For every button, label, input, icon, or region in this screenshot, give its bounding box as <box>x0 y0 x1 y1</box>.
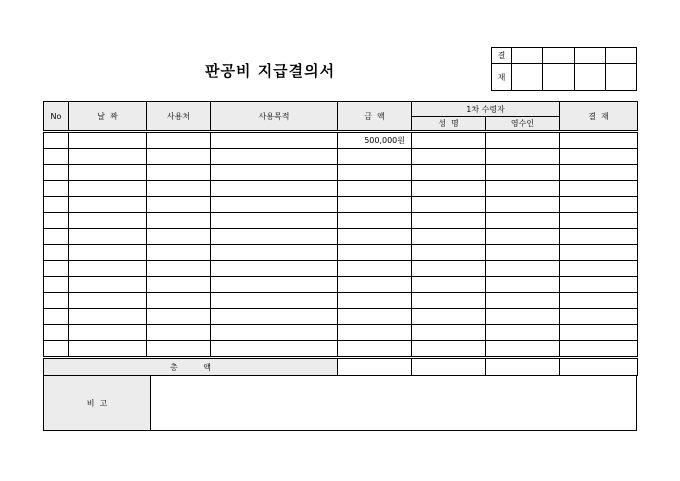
remarks-table <box>43 375 637 431</box>
cell-date[interactable] <box>69 293 147 309</box>
table-row <box>44 181 638 197</box>
cell-purpose[interactable] <box>211 325 338 341</box>
cell-no[interactable] <box>44 213 69 229</box>
header-date: 날 짜 <box>69 102 147 132</box>
cell-approval[interactable] <box>560 245 638 261</box>
cell-approval[interactable] <box>560 341 638 358</box>
header-approval: 결 재 <box>560 102 638 132</box>
cell-receipt[interactable] <box>486 245 560 261</box>
table-row <box>44 245 638 261</box>
cell-amount[interactable]: 500,000원 <box>338 132 412 149</box>
cell-amount[interactable] <box>338 261 412 277</box>
approval-sign-cell[interactable] <box>543 64 574 91</box>
cell-purpose[interactable] <box>211 229 338 245</box>
table-row <box>44 325 638 341</box>
approval-sign-cell[interactable] <box>574 64 605 91</box>
cell-place[interactable] <box>147 213 211 229</box>
cell-place[interactable] <box>147 341 211 358</box>
cell-amount[interactable] <box>338 245 412 261</box>
total-cell[interactable] <box>560 358 638 376</box>
approval-cell[interactable] <box>543 48 574 64</box>
total-cell[interactable] <box>412 358 486 376</box>
cell-date[interactable] <box>69 325 147 341</box>
cell-place[interactable] <box>147 261 211 277</box>
cell-purpose[interactable] <box>211 245 338 261</box>
cell-amount[interactable] <box>338 341 412 358</box>
cell-date[interactable] <box>69 229 147 245</box>
cell-no[interactable] <box>44 181 69 197</box>
cell-name[interactable] <box>412 181 486 197</box>
cell-approval[interactable] <box>560 325 638 341</box>
approval-box <box>491 47 637 91</box>
cell-approval[interactable] <box>560 181 638 197</box>
cell-receipt[interactable] <box>486 165 560 181</box>
cell-no[interactable] <box>44 245 69 261</box>
cell-approval[interactable] <box>560 213 638 229</box>
cell-amount[interactable] <box>338 309 412 325</box>
cell-name[interactable] <box>412 213 486 229</box>
table-row <box>44 132 638 149</box>
cell-purpose[interactable] <box>211 261 338 277</box>
cell-place[interactable] <box>147 132 211 149</box>
cell-receipt[interactable] <box>486 341 560 358</box>
cell-purpose[interactable] <box>211 341 338 358</box>
cell-approval[interactable] <box>560 277 638 293</box>
table-row <box>44 229 638 245</box>
cell-amount[interactable] <box>338 325 412 341</box>
cell-receipt[interactable] <box>486 229 560 245</box>
cell-approval[interactable] <box>560 165 638 181</box>
cell-approval[interactable] <box>560 229 638 245</box>
approval-sign-cell[interactable] <box>605 64 636 91</box>
header-place: 사용처 <box>147 102 211 132</box>
cell-place[interactable] <box>147 277 211 293</box>
cell-no[interactable] <box>44 309 69 325</box>
cell-no[interactable] <box>44 132 69 149</box>
cell-name[interactable] <box>412 149 486 165</box>
cell-date[interactable] <box>69 261 147 277</box>
cell-amount[interactable] <box>338 277 412 293</box>
cell-name[interactable] <box>412 165 486 181</box>
cell-place[interactable] <box>147 293 211 309</box>
cell-amount[interactable] <box>338 293 412 309</box>
cell-receipt[interactable] <box>486 181 560 197</box>
cell-place[interactable] <box>147 149 211 165</box>
cell-name[interactable] <box>412 309 486 325</box>
table-row <box>44 165 638 181</box>
cell-purpose[interactable] <box>211 197 338 213</box>
cell-date[interactable] <box>69 309 147 325</box>
cell-no[interactable] <box>44 293 69 309</box>
cell-amount[interactable] <box>338 229 412 245</box>
cell-approval[interactable] <box>560 149 638 165</box>
cell-purpose[interactable] <box>211 309 338 325</box>
cell-name[interactable] <box>412 245 486 261</box>
cell-receipt[interactable] <box>486 149 560 165</box>
cell-name[interactable] <box>412 277 486 293</box>
table-row <box>44 309 638 325</box>
cell-no[interactable] <box>44 341 69 358</box>
cell-purpose[interactable] <box>211 132 338 149</box>
approval-label-bottom: 재 <box>492 64 512 91</box>
total-amount-cell[interactable] <box>338 358 412 376</box>
total-label: 총 액 <box>44 358 338 376</box>
cell-purpose[interactable] <box>211 165 338 181</box>
remarks-label: 비 고 <box>44 376 151 431</box>
cell-amount[interactable] <box>338 213 412 229</box>
cell-place[interactable] <box>147 309 211 325</box>
header-recipient-group: 1차 수령자 <box>412 102 560 117</box>
cell-amount[interactable] <box>338 181 412 197</box>
table-row <box>44 341 638 358</box>
cell-no[interactable] <box>44 165 69 181</box>
cell-amount[interactable] <box>338 165 412 181</box>
cell-place[interactable] <box>147 165 211 181</box>
header-no: No <box>44 102 69 132</box>
cell-place[interactable] <box>147 197 211 213</box>
document-title: 판공비 지급결의서 <box>205 62 336 80</box>
approval-cell[interactable] <box>605 48 636 64</box>
cell-name[interactable] <box>412 341 486 358</box>
cell-date[interactable] <box>69 181 147 197</box>
total-cell[interactable] <box>486 358 560 376</box>
cell-purpose[interactable] <box>211 293 338 309</box>
cell-date[interactable] <box>69 341 147 358</box>
cell-approval[interactable] <box>560 261 638 277</box>
table-row <box>44 149 638 165</box>
cell-no[interactable] <box>44 261 69 277</box>
table-row <box>44 277 638 293</box>
cell-receipt[interactable] <box>486 213 560 229</box>
cell-receipt[interactable] <box>486 293 560 309</box>
cell-purpose[interactable] <box>211 149 338 165</box>
cell-purpose[interactable] <box>211 213 338 229</box>
cell-receipt[interactable] <box>486 309 560 325</box>
approval-label-top: 결 <box>492 48 512 64</box>
cell-date[interactable] <box>69 277 147 293</box>
cell-purpose[interactable] <box>211 277 338 293</box>
cell-name[interactable] <box>412 229 486 245</box>
cell-date[interactable] <box>69 165 147 181</box>
table-row <box>44 213 638 229</box>
cell-receipt[interactable] <box>486 132 560 149</box>
cell-date[interactable] <box>69 149 147 165</box>
cell-place[interactable] <box>147 245 211 261</box>
cell-receipt[interactable] <box>486 261 560 277</box>
cell-receipt[interactable] <box>486 277 560 293</box>
approval-cell[interactable] <box>512 48 543 64</box>
expense-table <box>43 101 638 376</box>
cell-name[interactable] <box>412 132 486 149</box>
cell-date[interactable] <box>69 213 147 229</box>
cell-name[interactable] <box>412 325 486 341</box>
table-row <box>44 261 638 277</box>
cell-date[interactable] <box>69 132 147 149</box>
remarks-field[interactable] <box>151 376 637 431</box>
cell-date[interactable] <box>69 245 147 261</box>
cell-amount[interactable] <box>338 197 412 213</box>
header-receipt: 영수인 <box>486 117 560 132</box>
cell-place[interactable] <box>147 325 211 341</box>
cell-date[interactable] <box>69 197 147 213</box>
approval-cell[interactable] <box>574 48 605 64</box>
cell-name[interactable] <box>412 197 486 213</box>
cell-purpose[interactable] <box>211 181 338 197</box>
cell-approval[interactable] <box>560 132 638 149</box>
cell-approval[interactable] <box>560 293 638 309</box>
header-name: 성 명 <box>412 117 486 132</box>
cell-approval[interactable] <box>560 197 638 213</box>
cell-no[interactable] <box>44 277 69 293</box>
cell-place[interactable] <box>147 181 211 197</box>
cell-no[interactable] <box>44 229 69 245</box>
cell-no[interactable] <box>44 197 69 213</box>
table-row <box>44 197 638 213</box>
cell-no[interactable] <box>44 149 69 165</box>
cell-name[interactable] <box>412 293 486 309</box>
cell-amount[interactable] <box>338 149 412 165</box>
cell-name[interactable] <box>412 261 486 277</box>
table-row <box>44 293 638 309</box>
cell-receipt[interactable] <box>486 325 560 341</box>
header-purpose: 사용목적 <box>211 102 338 132</box>
cell-place[interactable] <box>147 229 211 245</box>
cell-receipt[interactable] <box>486 197 560 213</box>
header-amount: 금 액 <box>338 102 412 132</box>
cell-approval[interactable] <box>560 309 638 325</box>
approval-sign-cell[interactable] <box>512 64 543 91</box>
cell-no[interactable] <box>44 325 69 341</box>
